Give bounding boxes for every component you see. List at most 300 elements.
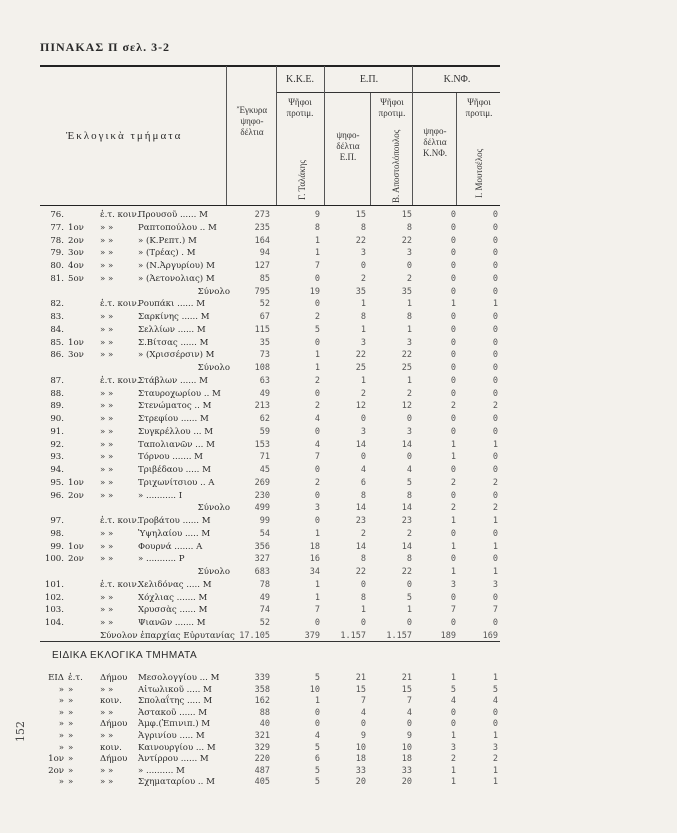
value-cell: 59 bbox=[259, 426, 270, 437]
value-cell: 0 bbox=[360, 618, 366, 628]
value-cell: 8 bbox=[360, 490, 366, 501]
value-cell: 9 bbox=[360, 731, 366, 741]
value-cell: 0 bbox=[450, 719, 456, 730]
value-cell: 14 bbox=[355, 541, 366, 552]
value-cell: 1.157 bbox=[340, 630, 366, 641]
value-cell: 0 bbox=[450, 312, 456, 322]
row-sub: 1ον bbox=[68, 222, 84, 233]
row-number: 97. bbox=[50, 516, 64, 526]
row-type: » » bbox=[100, 731, 114, 741]
value-cell: 0 bbox=[314, 299, 320, 310]
value-cell: 4 bbox=[492, 696, 498, 707]
value-cell: 8 bbox=[360, 312, 366, 322]
value-cell: 0 bbox=[450, 337, 456, 348]
row-type: » » bbox=[100, 554, 114, 565]
value-cell: 5 bbox=[406, 477, 412, 488]
value-cell: 0 bbox=[314, 273, 320, 284]
value-cell: 5 bbox=[406, 592, 412, 603]
value-cell: 9 bbox=[314, 210, 320, 220]
row-number: » bbox=[58, 719, 64, 730]
header-divider bbox=[324, 66, 325, 205]
row-number: 82. bbox=[50, 299, 64, 310]
row-type: » » bbox=[100, 477, 114, 488]
row-name: Χόχλιας ....... Μ bbox=[138, 592, 208, 603]
row-type: » » bbox=[100, 707, 114, 718]
value-cell: 22 bbox=[355, 350, 366, 361]
value-cell: 33 bbox=[355, 765, 366, 776]
value-cell: 10 bbox=[309, 684, 320, 695]
row-number: 83. bbox=[50, 312, 64, 322]
value-cell: 1 bbox=[406, 605, 412, 616]
row-type: ἐ.τ. κοιν. bbox=[100, 579, 140, 590]
value-cell: 8 bbox=[360, 222, 366, 233]
value-cell: 15 bbox=[355, 210, 366, 220]
table-row bbox=[0, 777, 677, 790]
row-sub: » bbox=[68, 696, 74, 707]
row-number: 90. bbox=[50, 414, 64, 424]
table-row bbox=[0, 274, 677, 287]
header-divider bbox=[370, 93, 371, 205]
row-type: » » bbox=[100, 426, 114, 437]
table-row bbox=[0, 554, 677, 567]
value-cell: 1 bbox=[314, 350, 320, 361]
value-cell: 8 bbox=[406, 490, 412, 501]
value-cell: 14 bbox=[355, 439, 366, 450]
value-cell: 3 bbox=[360, 337, 366, 348]
row-sub: 5ον bbox=[68, 273, 84, 284]
value-cell: 25 bbox=[355, 363, 366, 373]
value-cell: 2 bbox=[406, 273, 412, 284]
value-cell: 3 bbox=[492, 742, 498, 753]
row-number: » bbox=[58, 731, 64, 741]
table-row bbox=[0, 414, 677, 427]
row-name: Ἀντίρρου ...... Μ bbox=[138, 754, 209, 765]
value-cell: 7 bbox=[450, 605, 456, 616]
row-number: 85. bbox=[50, 337, 64, 348]
row-number: 100. bbox=[44, 554, 64, 565]
value-cell: 4 bbox=[314, 439, 320, 450]
value-cell: 0 bbox=[450, 248, 456, 259]
value-cell: 35 bbox=[355, 286, 366, 297]
value-cell: 1 bbox=[492, 567, 498, 577]
valid-ballots-header: Ἔγκυρα ψηφο-δέλτια bbox=[236, 105, 268, 137]
row-number: 98. bbox=[50, 528, 64, 539]
row-number: 93. bbox=[50, 452, 64, 463]
row-sub: » bbox=[68, 684, 74, 695]
row-type: » » bbox=[100, 777, 114, 788]
value-cell: 22 bbox=[401, 235, 412, 246]
row-name: Συγκρέλλου ... Μ bbox=[138, 426, 214, 437]
row-sub: 2ον bbox=[68, 554, 84, 565]
row-name: Τριχωνίτσιου .. Α bbox=[138, 477, 215, 488]
table-row bbox=[0, 580, 677, 593]
value-cell: 2 bbox=[450, 503, 456, 514]
header-top-rule bbox=[40, 65, 500, 67]
knf-candidate-header: Ι. Μουτσέλος bbox=[474, 148, 484, 198]
value-cell: 356 bbox=[254, 541, 270, 552]
value-cell: 4 bbox=[360, 465, 366, 475]
value-cell: 189 bbox=[440, 630, 456, 641]
row-sub: » bbox=[68, 719, 74, 730]
row-name: Ταπολιανῶν ... Μ bbox=[138, 439, 215, 450]
value-cell: 54 bbox=[259, 528, 270, 539]
value-cell: 0 bbox=[450, 490, 456, 501]
value-cell: 1 bbox=[314, 579, 320, 590]
row-name: Στενώματος .. Μ bbox=[138, 401, 212, 412]
total-label: Σύνολο bbox=[197, 286, 230, 297]
value-cell: 0 bbox=[450, 235, 456, 246]
value-cell: 19 bbox=[309, 286, 320, 297]
value-cell: 4 bbox=[314, 414, 320, 424]
row-number: 87. bbox=[50, 375, 64, 386]
value-cell: 40 bbox=[259, 719, 270, 730]
value-cell: 0 bbox=[492, 528, 498, 539]
value-cell: 1 bbox=[450, 731, 456, 741]
value-cell: 4 bbox=[406, 465, 412, 475]
value-cell: 2 bbox=[360, 273, 366, 284]
row-type: » » bbox=[100, 528, 114, 539]
value-cell: 0 bbox=[314, 465, 320, 475]
value-cell: 5 bbox=[314, 324, 320, 335]
value-cell: 14 bbox=[401, 503, 412, 514]
value-cell: 21 bbox=[355, 673, 366, 683]
ep-candidate-header: Β. Αποστολόπουλος bbox=[391, 129, 401, 203]
value-cell: 23 bbox=[401, 516, 412, 526]
value-cell: 1 bbox=[450, 541, 456, 552]
ep-header: Ε.Π. bbox=[359, 74, 379, 85]
value-cell: 99 bbox=[259, 516, 270, 526]
value-cell: 34 bbox=[309, 567, 320, 577]
row-number: » bbox=[58, 777, 64, 788]
row-name: Χελιδόνας ..... Μ bbox=[138, 579, 212, 590]
table-row bbox=[0, 312, 677, 325]
row-name: Τριβέδαου ..... Μ bbox=[138, 465, 211, 475]
value-cell: 2 bbox=[492, 754, 498, 765]
value-cell: 21 bbox=[401, 673, 412, 683]
row-type: » » bbox=[100, 350, 114, 361]
row-name: Στάβλων ...... Μ bbox=[138, 375, 208, 386]
value-cell: 14 bbox=[401, 541, 412, 552]
value-cell: 2 bbox=[450, 477, 456, 488]
row-number: 86. bbox=[50, 350, 64, 361]
table-row bbox=[0, 452, 677, 465]
header-divider bbox=[456, 93, 457, 205]
section-label: Ἐκλογικὰ τμήματα bbox=[66, 130, 183, 142]
value-cell: 0 bbox=[450, 388, 456, 399]
total-row bbox=[0, 363, 677, 376]
row-name: Ἀγρινίου ..... Μ bbox=[138, 731, 205, 741]
total-row bbox=[0, 287, 677, 300]
value-cell: 2 bbox=[360, 528, 366, 539]
value-cell: 1 bbox=[450, 516, 456, 526]
table-row bbox=[0, 516, 677, 529]
value-cell: 0 bbox=[492, 554, 498, 565]
row-type: » » bbox=[100, 414, 114, 424]
value-cell: 3 bbox=[450, 742, 456, 753]
kke-header: Κ.Κ.Ε. bbox=[285, 74, 315, 85]
row-sub: 4ον bbox=[68, 261, 84, 271]
value-cell: 22 bbox=[401, 567, 412, 577]
value-cell: 0 bbox=[314, 388, 320, 399]
knf-pref-header: Ψῆφοι προτιμ. bbox=[465, 97, 493, 118]
value-cell: 0 bbox=[406, 452, 412, 463]
header-divider bbox=[276, 66, 277, 205]
value-cell: 73 bbox=[259, 350, 270, 361]
value-cell: 0 bbox=[450, 618, 456, 628]
value-cell: 115 bbox=[254, 324, 270, 335]
row-type: » » bbox=[100, 490, 114, 501]
value-cell: 2 bbox=[314, 401, 320, 412]
value-cell: 1 bbox=[450, 765, 456, 776]
total-label: Σύνολο bbox=[197, 363, 230, 373]
row-number: 88. bbox=[50, 388, 64, 399]
value-cell: 0 bbox=[492, 337, 498, 348]
table-row bbox=[0, 427, 677, 440]
value-cell: 5 bbox=[314, 673, 320, 683]
row-type: » » bbox=[100, 452, 114, 463]
value-cell: 358 bbox=[254, 684, 270, 695]
value-cell: 1 bbox=[492, 516, 498, 526]
value-cell: 162 bbox=[254, 696, 270, 707]
value-cell: 3 bbox=[406, 337, 412, 348]
value-cell: 10 bbox=[401, 742, 412, 753]
row-name: Σελλίων ...... Μ bbox=[138, 324, 206, 335]
row-sub: 2ον bbox=[68, 490, 84, 501]
value-cell: 12 bbox=[401, 401, 412, 412]
row-sub: » bbox=[68, 731, 74, 741]
value-cell: 3 bbox=[450, 579, 456, 590]
row-name: » ........... Ρ bbox=[138, 554, 185, 565]
value-cell: 127 bbox=[254, 261, 270, 271]
row-number: 77. bbox=[50, 222, 64, 233]
value-cell: 0 bbox=[406, 261, 412, 271]
value-cell: 5 bbox=[450, 684, 456, 695]
table-row bbox=[0, 389, 677, 402]
value-cell: 2 bbox=[492, 401, 498, 412]
value-cell: 52 bbox=[259, 618, 270, 628]
row-number: 80. bbox=[50, 261, 64, 271]
value-cell: 7 bbox=[314, 452, 320, 463]
row-name: Σταυροχωρίου .. Μ bbox=[138, 388, 221, 399]
row-type: » » bbox=[100, 401, 114, 412]
value-cell: 8 bbox=[406, 222, 412, 233]
value-cell: 0 bbox=[450, 465, 456, 475]
value-cell: 18 bbox=[401, 754, 412, 765]
value-cell: 2 bbox=[360, 388, 366, 399]
value-cell: 0 bbox=[492, 592, 498, 603]
table-row bbox=[0, 299, 677, 312]
value-cell: 321 bbox=[254, 731, 270, 741]
value-cell: 0 bbox=[314, 490, 320, 501]
row-name: Τροβάτου ...... Μ bbox=[138, 516, 211, 526]
value-cell: 1 bbox=[450, 673, 456, 683]
value-cell: 8 bbox=[314, 222, 320, 233]
value-cell: 4 bbox=[450, 696, 456, 707]
row-name: » (Ἀετονολιας) Μ bbox=[138, 273, 215, 284]
value-cell: 0 bbox=[492, 261, 498, 271]
value-cell: 1 bbox=[360, 375, 366, 386]
value-cell: 1 bbox=[406, 375, 412, 386]
value-cell: 67 bbox=[259, 312, 270, 322]
table-row bbox=[0, 401, 677, 414]
value-cell: 0 bbox=[450, 286, 456, 297]
value-cell: 8 bbox=[360, 592, 366, 603]
row-type: ἐ.τ. κοιν. bbox=[100, 516, 140, 526]
table-row bbox=[0, 248, 677, 261]
value-cell: 0 bbox=[492, 324, 498, 335]
value-cell: 683 bbox=[254, 567, 270, 577]
value-cell: 12 bbox=[355, 401, 366, 412]
value-cell: 4 bbox=[314, 731, 320, 741]
value-cell: 0 bbox=[450, 414, 456, 424]
row-number: » bbox=[58, 696, 64, 707]
value-cell: 0 bbox=[492, 426, 498, 437]
value-cell: 7 bbox=[360, 696, 366, 707]
value-cell: 269 bbox=[254, 477, 270, 488]
row-name: Μεσολογγίου ... Μ bbox=[138, 673, 220, 683]
value-cell: 1 bbox=[492, 299, 498, 310]
value-cell: 220 bbox=[254, 754, 270, 765]
value-cell: 1 bbox=[492, 777, 498, 788]
value-cell: 0 bbox=[450, 350, 456, 361]
row-number: » bbox=[58, 742, 64, 753]
value-cell: 33 bbox=[401, 765, 412, 776]
value-cell: 1 bbox=[406, 324, 412, 335]
row-type: » » bbox=[100, 273, 114, 284]
total-row bbox=[0, 503, 677, 516]
total-row bbox=[0, 567, 677, 580]
value-cell: 94 bbox=[259, 248, 270, 259]
row-type: » » bbox=[100, 235, 114, 246]
row-name: Ὑψηλαίου ..... Μ bbox=[138, 528, 211, 539]
value-cell: 8 bbox=[406, 554, 412, 565]
row-name: » (Ν.Ἀργυρίου) Μ bbox=[138, 261, 215, 271]
row-type: » » bbox=[100, 337, 114, 348]
row-sub: » bbox=[68, 742, 74, 753]
row-number: ΕΙΔ bbox=[48, 673, 64, 683]
row-sub: 2ον bbox=[68, 235, 84, 246]
row-number: 81. bbox=[50, 273, 64, 284]
ep-pref-header: Ψῆφοι προτιμ. bbox=[378, 97, 406, 118]
value-cell: 213 bbox=[254, 401, 270, 412]
row-number: » bbox=[58, 707, 64, 718]
value-cell: 1 bbox=[314, 528, 320, 539]
value-cell: 0 bbox=[314, 426, 320, 437]
table-end-rule bbox=[40, 641, 500, 642]
row-name: Στρεφίου ...... Μ bbox=[138, 414, 209, 424]
value-cell: 0 bbox=[450, 363, 456, 373]
row-number: 103. bbox=[44, 605, 64, 616]
value-cell: 0 bbox=[492, 414, 498, 424]
value-cell: 2 bbox=[492, 477, 498, 488]
value-cell: 15 bbox=[401, 210, 412, 220]
value-cell: 1 bbox=[360, 299, 366, 310]
value-cell: 0 bbox=[314, 618, 320, 628]
value-cell: 0 bbox=[492, 248, 498, 259]
row-name: Τόρνου ....... Μ bbox=[138, 452, 203, 463]
value-cell: 0 bbox=[492, 286, 498, 297]
value-cell: 0 bbox=[314, 719, 320, 730]
row-type: » » bbox=[100, 684, 114, 695]
value-cell: 1 bbox=[314, 592, 320, 603]
row-type: » » bbox=[100, 248, 114, 259]
value-cell: 3 bbox=[360, 248, 366, 259]
value-cell: 18 bbox=[309, 541, 320, 552]
value-cell: 49 bbox=[259, 388, 270, 399]
value-cell: 795 bbox=[254, 286, 270, 297]
value-cell: 0 bbox=[406, 414, 412, 424]
row-type: » » bbox=[100, 324, 114, 335]
value-cell: 1 bbox=[450, 777, 456, 788]
value-cell: 0 bbox=[492, 452, 498, 463]
table-row bbox=[0, 376, 677, 389]
value-cell: 0 bbox=[314, 337, 320, 348]
row-name: Καινουργίου ... Μ bbox=[138, 742, 216, 753]
value-cell: 0 bbox=[406, 618, 412, 628]
value-cell: 4 bbox=[406, 707, 412, 718]
row-number: 94. bbox=[50, 465, 64, 475]
table-row bbox=[0, 529, 677, 542]
value-cell: 164 bbox=[254, 235, 270, 246]
value-cell: 14 bbox=[401, 439, 412, 450]
value-cell: 9 bbox=[406, 731, 412, 741]
row-number: 79. bbox=[50, 248, 64, 259]
value-cell: 15 bbox=[355, 684, 366, 695]
value-cell: 63 bbox=[259, 375, 270, 386]
value-cell: 0 bbox=[450, 273, 456, 284]
header-divider bbox=[226, 66, 227, 205]
value-cell: 1 bbox=[492, 439, 498, 450]
value-cell: 2 bbox=[450, 401, 456, 412]
value-cell: 1 bbox=[450, 567, 456, 577]
value-cell: 71 bbox=[259, 452, 270, 463]
row-name: Χρυσσὰς ...... Μ bbox=[138, 605, 208, 616]
value-cell: 0 bbox=[492, 222, 498, 233]
page-number: 152 bbox=[14, 721, 27, 742]
row-number: 104. bbox=[44, 618, 64, 628]
row-type: » » bbox=[100, 312, 114, 322]
value-cell: 2 bbox=[450, 754, 456, 765]
row-name: Ψιανῶν ....... Μ bbox=[138, 618, 206, 628]
row-number: 101. bbox=[44, 579, 64, 590]
value-cell: 22 bbox=[355, 567, 366, 577]
row-number: 76. bbox=[50, 210, 64, 220]
knf-ballots-header: ψηφο-δέλτια Κ.ΝΦ. bbox=[422, 126, 448, 158]
value-cell: 379 bbox=[304, 630, 320, 641]
value-cell: 1 bbox=[314, 248, 320, 259]
row-number: 96. bbox=[50, 490, 64, 501]
value-cell: 1 bbox=[492, 731, 498, 741]
value-cell: 153 bbox=[254, 439, 270, 450]
value-cell: 1 bbox=[314, 363, 320, 373]
row-sub: 1ον bbox=[68, 541, 84, 552]
row-number: 1ον bbox=[48, 754, 64, 765]
value-cell: 487 bbox=[254, 765, 270, 776]
row-number: 78. bbox=[50, 235, 64, 246]
row-number: 89. bbox=[50, 401, 64, 412]
value-cell: 1 bbox=[314, 696, 320, 707]
value-cell: 15 bbox=[401, 684, 412, 695]
row-name: Ρουπάκι ...... Μ bbox=[138, 299, 206, 310]
row-number: 92. bbox=[50, 439, 64, 450]
value-cell: 1 bbox=[406, 299, 412, 310]
value-cell: 10 bbox=[355, 742, 366, 753]
row-name: Σ.Βίτσας ...... Μ bbox=[138, 337, 209, 348]
row-name: Προυσοῦ ...... Μ bbox=[138, 210, 208, 220]
row-sub: » bbox=[68, 707, 74, 718]
value-cell: 5 bbox=[314, 765, 320, 776]
total-label: Σύνολον ἐπαρχίας Εὐρυτανίας bbox=[100, 630, 235, 641]
